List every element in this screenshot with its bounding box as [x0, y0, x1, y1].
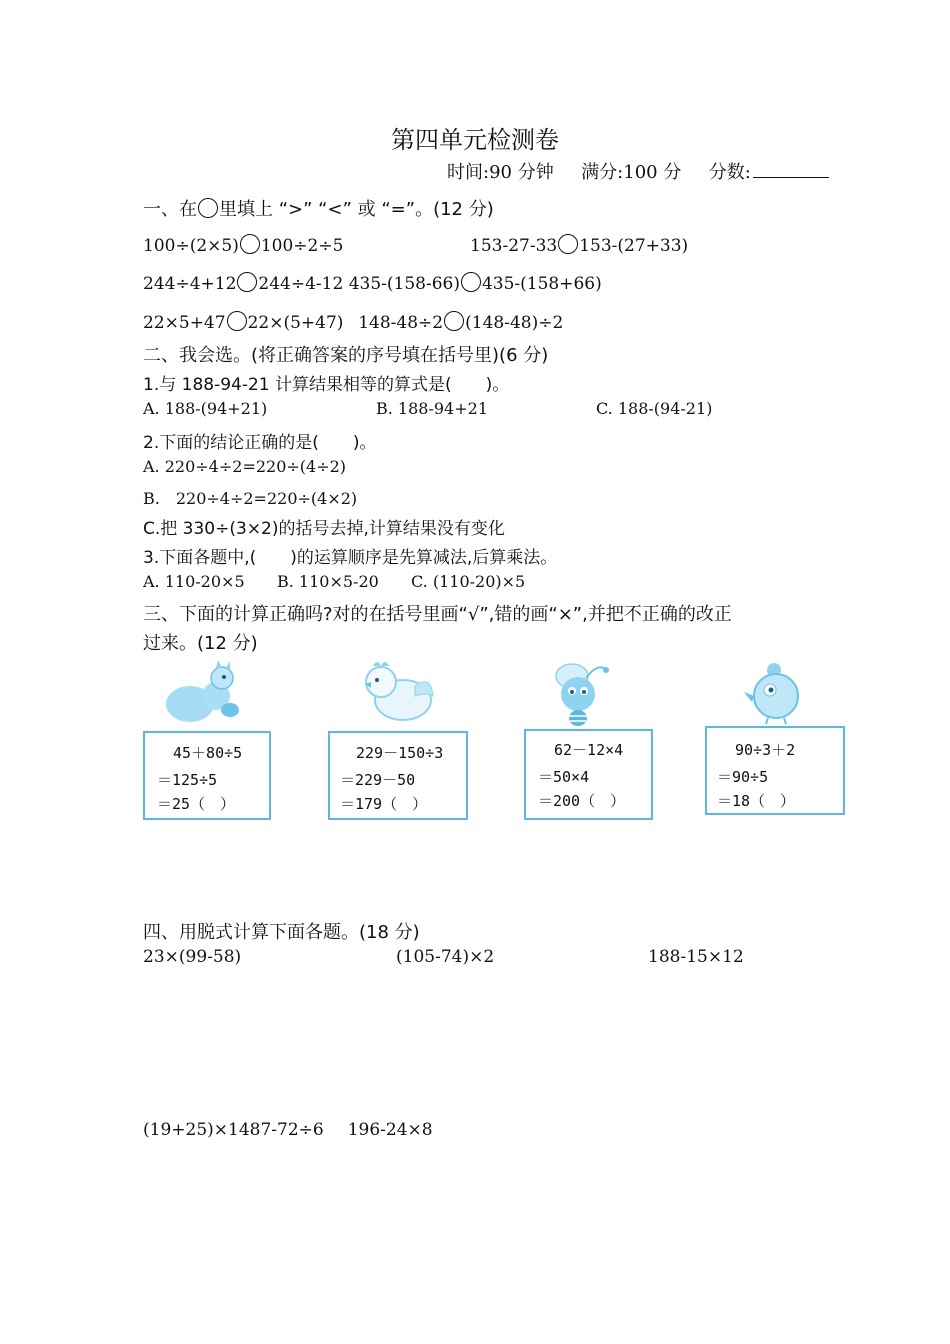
card-line-3[interactable]: ＝18（ ）	[717, 792, 796, 810]
answer-circle[interactable]	[461, 272, 481, 292]
answer-circle[interactable]	[240, 234, 260, 254]
section-1-heading-start: 一、在	[143, 199, 197, 220]
card-line-3[interactable]: ＝25（ ）	[157, 795, 236, 813]
score-blank[interactable]	[753, 161, 829, 178]
answer-circle[interactable]	[227, 311, 247, 331]
answer-circle[interactable]	[237, 272, 257, 292]
compare-item	[470, 234, 688, 256]
question-2: 2.下面的结论正确的是( )。	[143, 433, 377, 453]
expr-left: 22×5+47	[143, 313, 226, 333]
card-line-2: ＝229－50	[340, 771, 416, 789]
page-title: 第四单元检测卷	[391, 126, 559, 154]
exam-meta	[447, 158, 829, 184]
option-c[interactable]: C. (110-20)×5	[411, 572, 526, 591]
card-line-3[interactable]: ＝200（ ）	[538, 792, 626, 810]
problem: 87-72÷6	[249, 1120, 324, 1140]
section-1-heading-end: 里填上 “>” “<” 或 “=”。(12 分)	[219, 199, 494, 220]
compare-item	[143, 234, 343, 256]
score-label: 分数:	[708, 162, 751, 183]
card-line-2: ＝90÷5	[717, 768, 769, 786]
expr-right: 22×(5+47)	[247, 313, 344, 333]
problem: 23×(99-58)	[143, 947, 242, 967]
expr-left: 435-(158-66)	[348, 274, 460, 294]
question-3: 3.下面各题中,( )的运算顺序是先算减法,后算乘法。	[143, 548, 558, 568]
calc-card	[524, 729, 653, 820]
card-line-1: 229－150÷3	[356, 744, 444, 762]
expr-right: 153-(27+33)	[579, 236, 689, 256]
card-line-1: 90÷3＋2	[735, 741, 796, 759]
section-3-heading-cont: 过来。(12 分)	[143, 633, 258, 654]
calc-card	[143, 731, 271, 820]
expr-left: 100÷(2×5)	[143, 236, 239, 256]
card-line-3[interactable]: ＝179（ ）	[340, 795, 428, 813]
card-line-1: 45＋80÷5	[173, 744, 243, 762]
full-marks: 满分:100 分	[581, 162, 682, 183]
section-2-heading: 二、我会选。(将正确答案的序号填在括号里)(6 分)	[143, 345, 549, 366]
option-a[interactable]: A. 110-20×5	[143, 572, 245, 591]
expr-right: 100÷2÷5	[260, 236, 344, 256]
time-limit: 时间:90 分钟	[447, 162, 554, 183]
chicken-icon	[355, 656, 439, 728]
section-4-heading: 四、用脱式计算下面各题。(18 分)	[143, 922, 420, 943]
problem: 196-24×8	[347, 1120, 433, 1140]
squirrel-icon	[160, 660, 244, 728]
calc-card	[328, 731, 468, 820]
bird-icon	[740, 656, 810, 726]
answer-circle[interactable]	[558, 234, 578, 254]
expr-right: (148-48)÷2	[465, 313, 564, 333]
compare-row	[143, 272, 602, 294]
expr-right: 435-(158+66)	[481, 274, 602, 294]
option-b[interactable]: B. 188-94+21	[376, 399, 488, 418]
answer-circle[interactable]	[444, 311, 464, 331]
option-b[interactable]: B. 220÷4÷2=220÷(4×2)	[143, 489, 358, 508]
problem: 188-15×12	[648, 947, 744, 967]
section-3-heading: 三、下面的计算正确吗?对的在括号里画“√”,错的画“×”,并把不正确的改正	[143, 604, 732, 625]
option-b[interactable]: B. 110×5-20	[277, 572, 379, 591]
expr-right: 244÷4-12	[258, 274, 344, 294]
problem-row	[143, 1120, 433, 1140]
calc-card	[705, 726, 845, 815]
option-a[interactable]: A. 188-(94+21)	[143, 399, 268, 418]
bee-icon	[546, 658, 622, 728]
expr-left: 153-27-33	[470, 236, 558, 256]
expr-left: 244÷4+12	[143, 274, 237, 294]
expr-left: 148-48÷2	[358, 313, 444, 333]
section-1-heading	[143, 195, 494, 221]
option-c[interactable]: C. 188-(94-21)	[596, 399, 713, 418]
question-1: 1.与 188-94-21 计算结果相等的算式是( )。	[143, 375, 510, 395]
option-a[interactable]: A. 220÷4÷2=220÷(4÷2)	[143, 457, 347, 476]
problem: (19+25)×14	[143, 1120, 250, 1140]
problem: (105-74)×2	[396, 947, 495, 967]
card-line-2: ＝125÷5	[157, 771, 218, 789]
card-line-1: 62－12×4	[554, 741, 624, 759]
circle-icon	[198, 198, 218, 218]
option-c[interactable]: C.把 330÷(3×2)的括号去掉,计算结果没有变化	[143, 519, 505, 539]
card-line-2: ＝50×4	[538, 768, 590, 786]
compare-row	[143, 311, 563, 333]
